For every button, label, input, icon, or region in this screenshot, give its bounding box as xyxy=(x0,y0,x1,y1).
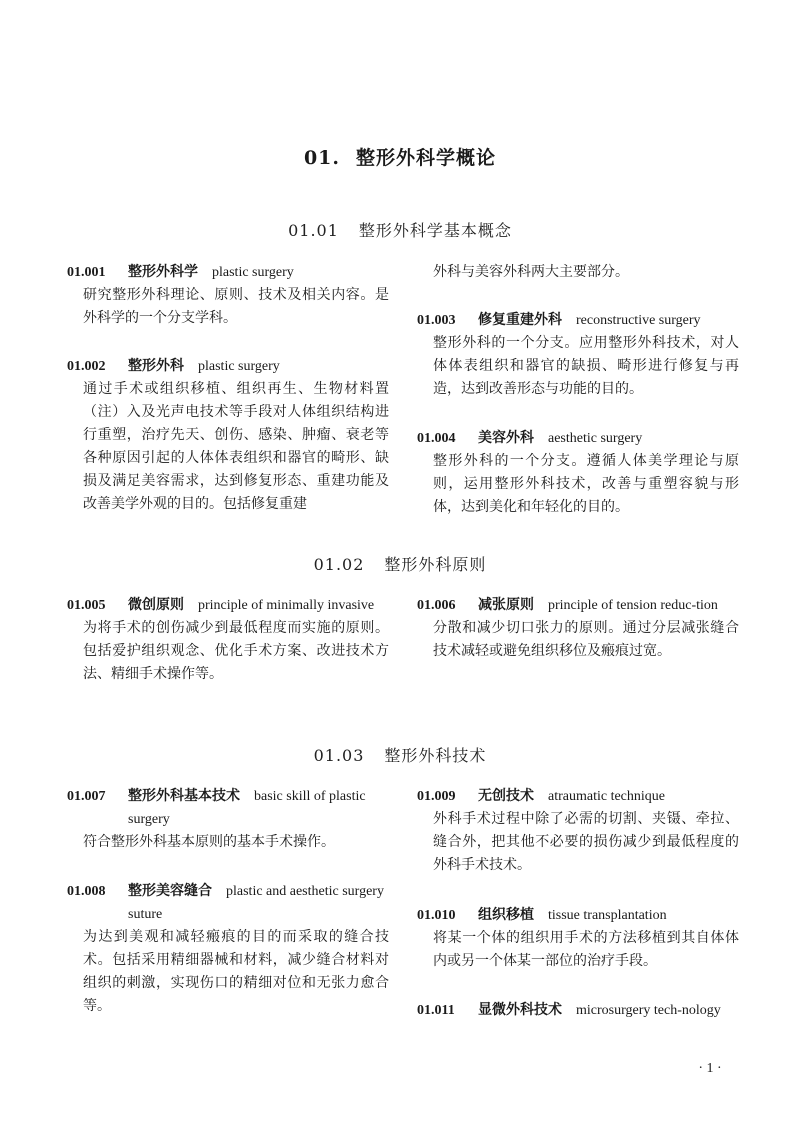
entry-term-en: reconstructive surgery xyxy=(576,313,701,328)
chapter-title xyxy=(0,143,800,170)
entry-term-en: plastic surgery xyxy=(212,265,294,280)
entry-01-007 xyxy=(67,785,389,854)
section-number: 01.02 xyxy=(313,555,365,574)
entry-term-en: aesthetic surgery xyxy=(548,431,643,446)
entry-term-cn: 组织移植 xyxy=(478,907,534,923)
entry-term-cn: 整形美容缝合 xyxy=(128,883,212,899)
entry-term-cn: 无创技术 xyxy=(478,788,534,804)
entry-term-en: tissue transplantation xyxy=(548,908,667,923)
chapter-title-text: 整形外科学概论 xyxy=(356,147,497,169)
entry-definition: 研究整形外科理论、原则、技术及相关内容。是外科学的一个分支学科。 xyxy=(83,287,389,326)
section-title-01-01 xyxy=(0,218,800,241)
entry-id: 01.011 xyxy=(417,1003,455,1018)
entry-01-010 xyxy=(417,904,739,973)
entry-id: 01.004 xyxy=(417,431,456,446)
chapter-number: 01. xyxy=(303,147,341,169)
entry-01-002 xyxy=(67,355,389,516)
entry-01-003 xyxy=(417,309,739,401)
entry-term-cn: 显微外科技术 xyxy=(478,1002,562,1018)
entry-heading xyxy=(67,261,389,284)
entry-01-008 xyxy=(67,880,389,1018)
entry-heading xyxy=(417,309,739,332)
section-title-01-03 xyxy=(0,743,800,766)
entry-definition: 外科手术过程中除了必需的切割、夹镊、牵拉、缝合外，把其他不必要的损伤减少到最低程度的外科手术技术。 xyxy=(433,811,739,873)
entry-01-005 xyxy=(67,594,389,686)
section-title-text: 整形外科学基本概念 xyxy=(358,221,512,240)
entry-id: 01.005 xyxy=(67,598,106,613)
section-title-text: 整形外科原则 xyxy=(384,555,487,574)
section-title-text: 整形外科技术 xyxy=(384,746,487,765)
entry-term-en: atraumatic technique xyxy=(548,789,665,804)
entry-term-en: basic skill of plastic surgery xyxy=(128,789,366,827)
entry-definition: 符合整形外科基本原则的基本手术操作。 xyxy=(83,834,335,850)
entry-01-006 xyxy=(417,594,739,663)
entry-term-cn: 减张原则 xyxy=(478,597,534,613)
entry-heading xyxy=(67,880,389,926)
entry-term-cn: 修复重建外科 xyxy=(478,312,562,328)
entry-id: 01.006 xyxy=(417,598,456,613)
entry-definition: 通过手术或组织移植、组织再生、生物材料置（注）入及光声电技术等手段对人体组织结构进行重塑，治疗先天、创伤、感染、肿瘤、衰老等各种原因引起的人体体表组织和器官的畸形、缺损及满足美容需求，达到修复形态、重建功能及改善美学外观的目的。包括修复重建 xyxy=(83,381,389,512)
entry-term-en: microsurgery tech-nology xyxy=(576,1003,721,1018)
entry-id: 01.003 xyxy=(417,313,456,328)
entry-term-cn: 整形外科学 xyxy=(128,264,198,280)
entry-id: 01.001 xyxy=(67,265,106,280)
section-number: 01.03 xyxy=(313,746,365,765)
entry-id: 01.008 xyxy=(67,884,106,899)
entry-term-en: plastic surgery xyxy=(198,359,280,374)
entry-definition: 整形外科的一个分支。遵循人体美学理论与原则，运用整形外科技术，改善与重塑容貌与形体，达到美化和年轻化的目的。 xyxy=(433,453,739,515)
entry-heading xyxy=(417,785,739,808)
entry-definition: 整形外科的一个分支。应用整形外科技术，对人体体表组织和器官的缺损、畸形进行修复与再造，达到改善形态与功能的目的。 xyxy=(433,335,739,397)
entry-term-cn: 美容外科 xyxy=(478,430,534,446)
entry-heading xyxy=(67,785,389,831)
entry-heading xyxy=(67,594,389,617)
entry-term-en: plastic and aesthetic surgery suture xyxy=(128,884,384,922)
entry-id: 01.010 xyxy=(417,908,456,923)
entry-term-en: principle of minimally invasive xyxy=(198,598,375,613)
entry-term-cn: 微创原则 xyxy=(128,597,184,613)
entry-heading xyxy=(417,904,739,927)
entry-definition: 分散和减少切口张力的原则。通过分层减张缝合技术减轻或避免组织移位及瘢痕过宽。 xyxy=(433,620,739,659)
entry-heading xyxy=(417,427,739,450)
entry-heading xyxy=(67,355,389,378)
entry-01-002-continuation: 外科与美容外科两大主要部分。 xyxy=(433,264,629,280)
entry-definition: 将某一个体的组织用手术的方法移植到其自体体内或另一个体某一部位的治疗手段。 xyxy=(433,930,739,969)
entry-term-cn: 整形外科 xyxy=(128,358,184,374)
entry-01-004 xyxy=(417,427,739,519)
entry-definition: 为达到美观和减轻瘢痕的目的而采取的缝合技术。包括采用精细器械和材料，减少缝合材料对组织的刺激，实现伤口的精细对位和无张力愈合等。 xyxy=(83,929,389,1014)
entry-term-cn: 整形外科基本技术 xyxy=(128,788,240,804)
entry-definition: 为将手术的创伤减少到最低程度而实施的原则。包括爱护组织观念、优化手术方案、改进技术方法、精细手术操作等。 xyxy=(83,620,389,682)
entry-heading xyxy=(417,594,739,617)
entry-term-en: principle of tension reduc-tion xyxy=(548,598,718,613)
section-number: 01.01 xyxy=(288,221,339,240)
entry-id: 01.009 xyxy=(417,789,456,804)
entry-id: 01.007 xyxy=(67,789,106,804)
section-title-01-02 xyxy=(0,552,800,575)
page-number: · 1 · xyxy=(698,1061,722,1076)
entry-heading xyxy=(417,999,739,1022)
entry-01-009 xyxy=(417,785,739,877)
entry-01-011 xyxy=(417,999,739,1022)
entry-01-001 xyxy=(67,261,389,330)
entry-id: 01.002 xyxy=(67,359,106,374)
